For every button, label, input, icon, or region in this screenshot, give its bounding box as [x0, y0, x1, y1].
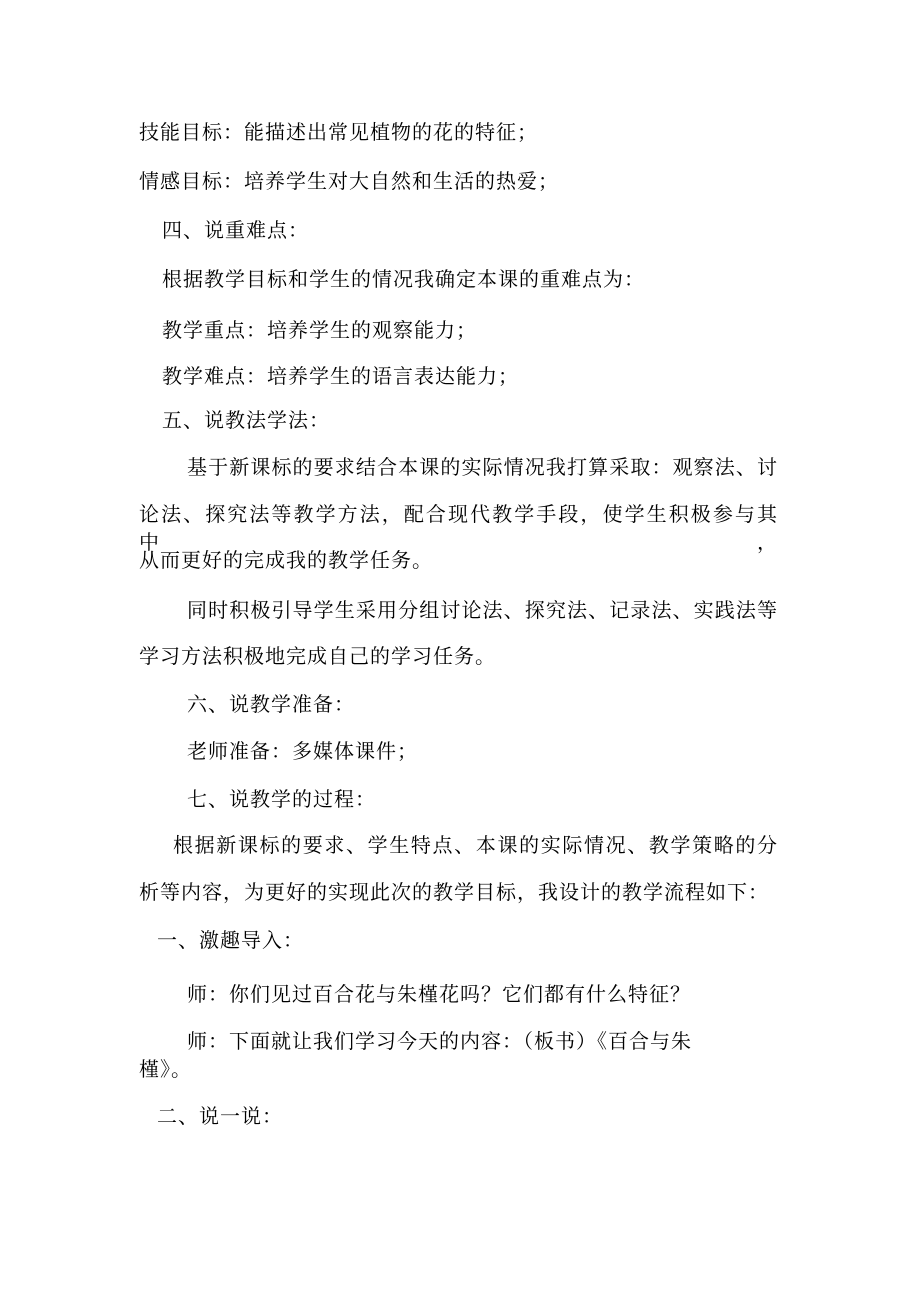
- subsection-2-heading: 二、说一说：: [157, 1104, 283, 1128]
- section-7-heading: 七、说教学的过程：: [187, 787, 376, 811]
- study-methods-line-1: 同时积极引导学生采用分组讨论法、探究法、记录法、实践法等: [187, 598, 778, 622]
- skill-goal-line: 技能目标：能描述出常见植物的花的特征；: [139, 120, 538, 144]
- study-methods-line-2: 学习方法积极地完成自己的学习任务。: [139, 644, 496, 668]
- process-paragraph-line-1: 根据新课标的要求、学生特点、本课的实际情况、教学策略的分: [173, 833, 778, 857]
- emotion-goal-line: 情感目标：培养学生对大自然和生活的热爱；: [139, 169, 559, 193]
- subsection-1-heading: 一、激趣导入：: [157, 928, 304, 952]
- key-points-intro: 根据教学目标和学生的情况我确定本课的重难点为：: [162, 267, 645, 291]
- section-4-heading: 四、说重难点：: [162, 218, 309, 242]
- teacher-question-line: 师：你们见过百合花与朱槿花吗？它们都有什么特征？: [187, 982, 691, 1006]
- section-6-heading: 六、说教学准备：: [187, 692, 355, 716]
- section-5-heading: 五、说教法学法：: [162, 408, 330, 432]
- methods-paragraph-line-1: 基于新课标的要求结合本课的实际情况我打算采取：观察法、讨: [187, 455, 778, 479]
- teaching-key-point: 教学重点：培养学生的观察能力；: [162, 318, 477, 342]
- teacher-preparation: 老师准备：多媒体课件；: [187, 739, 418, 763]
- teacher-intro-line-2: 槿》。: [139, 1057, 192, 1081]
- process-paragraph-line-2: 析等内容，为更好的实现此次的教学目标，我设计的教学流程如下：: [139, 880, 769, 904]
- teaching-difficulty: 教学难点：培养学生的语言表达能力；: [162, 364, 519, 388]
- methods-paragraph-line-2: 论法、探究法等教学方法，配合现代教学手段，使学生积极参与其中，: [139, 502, 778, 554]
- teacher-intro-line-1: 师：下面就让我们学习今天的内容：（板书）《百合与朱: [187, 1029, 692, 1053]
- methods-paragraph-line-3: 从而更好的完成我的教学任务。: [139, 548, 433, 572]
